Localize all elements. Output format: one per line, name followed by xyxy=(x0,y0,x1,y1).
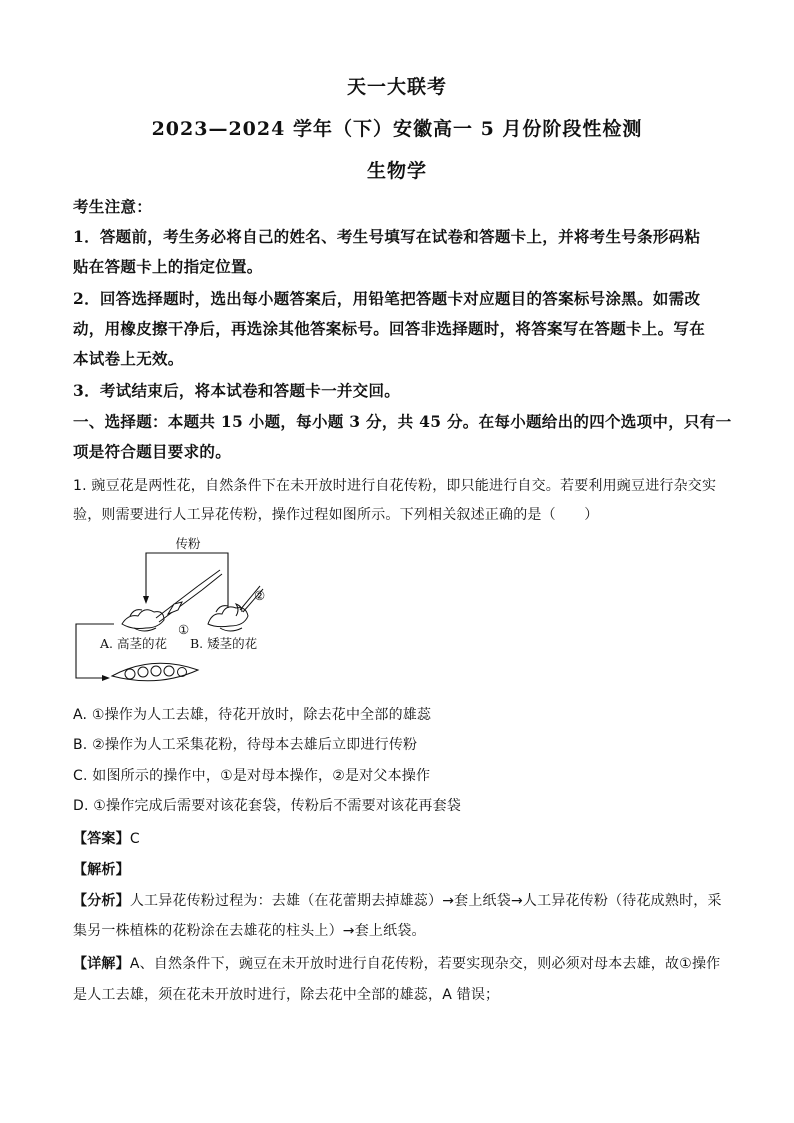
notice-item-1-line-1: 1．答题前，考生务必将自己的姓名、考生号填写在试卷和答题卡上，并将考生号条形码粘 xyxy=(73,227,701,246)
notice-heading: 考生注意： xyxy=(73,197,153,216)
fenxi-line-2: 集另一株植株的花粉涂在去雄花的柱头上）→套上纸袋。 xyxy=(73,923,426,939)
option-b: B. ②操作为人工采集花粉，待母本去雄后立即进行传粉 xyxy=(73,737,418,753)
subject-title: 生物学 xyxy=(366,160,427,182)
notice-item-2-line-2: 动，用橡皮擦干净后，再选涂其他答案标号。回答非选择题时，将答案写在答题卡上。写在 xyxy=(73,319,706,338)
pollination-diagram xyxy=(70,536,280,688)
notice-item-2-line-3: 本试卷上无效。 xyxy=(73,349,184,368)
label-flower-b: B. 矮茎的花 xyxy=(190,636,258,651)
section-heading-line-1: 一、选择题：本题共 15 小题，每小题 3 分，共 45 分。在每小题给出的四个选项中，只有一 xyxy=(73,412,732,431)
option-c: C. 如图所示的操作中，①是对母本操作，②是对父本操作 xyxy=(73,768,431,784)
xiangjie-line-1 xyxy=(73,953,723,973)
question-1-stem-line-2: 验，则需要进行人工异花传粉，操作过程如图所示。下列相关叙述正确的是（ ） xyxy=(73,507,599,523)
fenxi-line-1 xyxy=(73,890,723,910)
analysis-line xyxy=(73,859,723,879)
xiangjie-text-1: A、自然条件下，豌豆在未开放时进行自花传粉，若要实现杂交，则必须对母本去雄，故①操作 xyxy=(129,956,721,972)
answer-line xyxy=(73,828,723,848)
option-a: A. ①操作为人工去雄，待花开放时，除去花中全部的雄蕊 xyxy=(73,707,432,723)
exam-subtitle: 2023—2024 学年（下）安徽高一 5 月份阶段性检测 xyxy=(151,118,643,140)
pollination-arrow xyxy=(143,553,228,608)
fenxi-label: 【分析】 xyxy=(73,893,130,909)
result-arrow xyxy=(76,624,114,681)
xiangjie-line-2: 是人工去雄，须在花未开放时进行，除去花中全部的雄蕊，A 错误； xyxy=(73,987,500,1003)
xiangjie-label: 【详解】 xyxy=(73,956,130,972)
option-d: D. ①操作完成后需要对该花套袋，传粉后不需要对该花再套袋 xyxy=(73,798,462,814)
section-heading-line-2: 项是符合题目要求的。 xyxy=(73,442,232,461)
question-1-stem-line-1: 1. 豌豆花是两性花，自然条件下在未开放时进行自花传粉，即只能进行自交。若要利用豌豆进行杂交实 xyxy=(73,478,717,494)
label-pollination: 传粉 xyxy=(175,536,201,551)
flower-a-icon xyxy=(122,570,222,631)
pea-pod-icon xyxy=(112,663,198,681)
answer-value: C xyxy=(129,831,140,847)
fenxi-text-1: 人工异花传粉过程为：去雄（在花蕾期去掉雄蕊）→套上纸袋→人工异花传粉（待花成熟时，采 xyxy=(129,893,722,909)
notice-item-1-line-2: 贴在答题卡上的指定位置。 xyxy=(73,257,263,276)
exam-title: 天一大联考 xyxy=(346,76,447,98)
label-flower-a: A. 高茎的花 xyxy=(100,636,167,651)
notice-item-3: 3．考试结束后，将本试卷和答题卡一并交回。 xyxy=(73,381,401,400)
mark-2: ② xyxy=(254,588,266,603)
mark-1: ① xyxy=(178,622,190,637)
analysis-label: 【解析】 xyxy=(73,862,130,878)
answer-label: 【答案】 xyxy=(73,831,130,847)
notice-item-2-line-1: 2．回答选择题时，选出每小题答案后，用铅笔把答题卡对应题目的答案标号涂黑。如需改 xyxy=(73,289,701,308)
